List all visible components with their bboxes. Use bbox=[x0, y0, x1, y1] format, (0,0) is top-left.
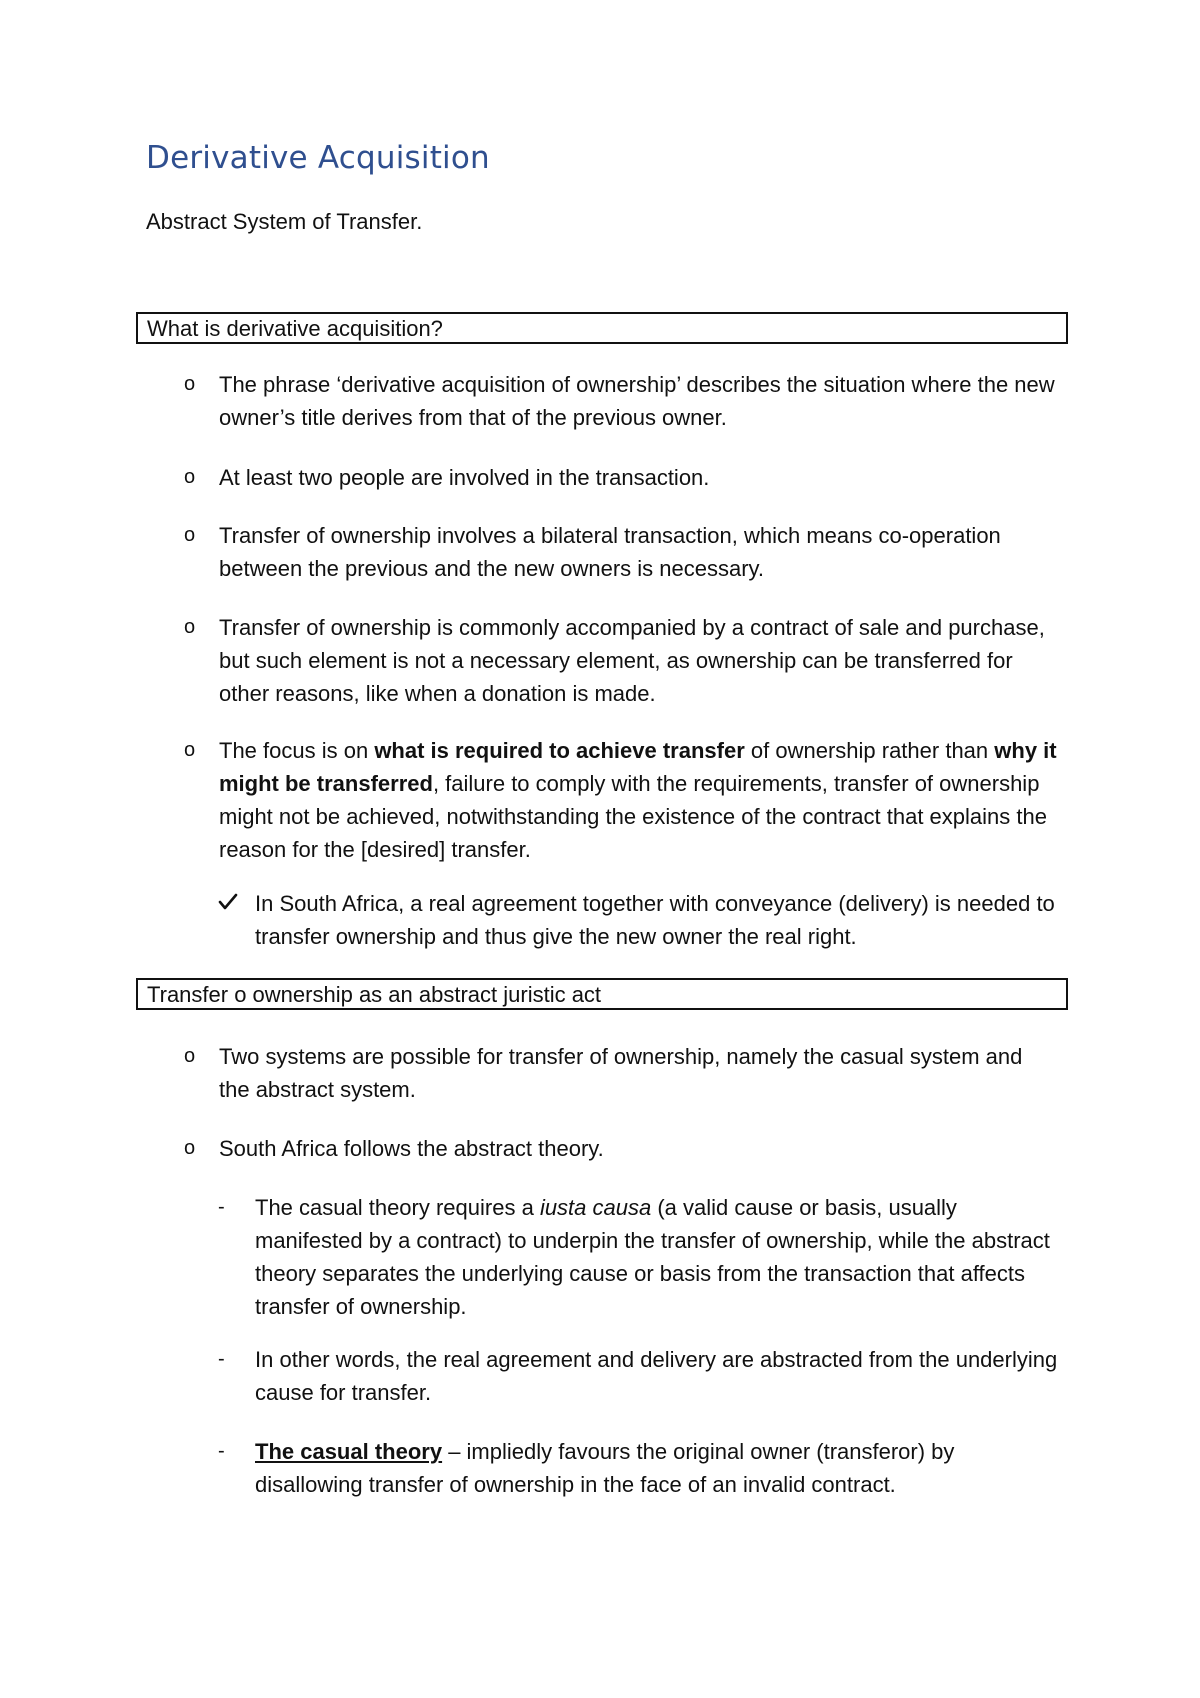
list-item-text: The phrase ‘derivative acquisition of ownership’ describes the situation where the new owner’s title derives from that of the previous owner. bbox=[219, 372, 1055, 430]
text-run: of ownership rather than bbox=[744, 738, 995, 763]
page-subtitle: Abstract System of Transfer. bbox=[146, 209, 423, 234]
list-item-text bbox=[255, 1435, 1061, 1501]
page-title: Derivative Acquisition bbox=[146, 140, 490, 176]
italic-phrase: iusta causa bbox=[539, 1195, 652, 1220]
bullet-marker: o bbox=[184, 616, 196, 638]
bullet-marker: o bbox=[184, 1137, 196, 1159]
text-run: The focus is on bbox=[219, 738, 375, 763]
list-item bbox=[0, 1132, 1200, 1165]
bold-phrase-why: why it might be transferred bbox=[219, 738, 1057, 796]
list-item bbox=[0, 611, 1200, 710]
text-run: – impliedly favours the original owner (transferor) by disallowing transfer of ownership in the face of an invalid contract. bbox=[255, 1439, 955, 1497]
list-item bbox=[0, 1191, 1200, 1323]
section-heading-abstract-juristic-act: Transfer o ownership as an abstract juristic act bbox=[136, 978, 1068, 1010]
list-item bbox=[0, 734, 1200, 866]
bullet-marker: o bbox=[184, 1045, 196, 1067]
section-heading-derivative-acquisition: What is derivative acquisition? bbox=[136, 312, 1068, 344]
text-run: The casual theory requires a bbox=[255, 1195, 540, 1220]
bullet-marker: o bbox=[184, 373, 196, 395]
list-item bbox=[0, 368, 1200, 434]
list-item bbox=[0, 519, 1200, 585]
list-item-text bbox=[255, 1191, 1061, 1323]
bullet-marker: o bbox=[184, 739, 196, 761]
list-item-text: Two systems are possible for transfer of ownership, namely the casual system and the abstract system. bbox=[219, 1044, 1023, 1102]
underlined-bold-phrase: The casual theory bbox=[255, 1439, 443, 1464]
dash-marker: - bbox=[218, 1440, 225, 1462]
bold-phrase-required: what is required to achieve transfer bbox=[374, 738, 745, 763]
list-item-text: South Africa follows the abstract theory. bbox=[219, 1136, 604, 1161]
checkmark-icon bbox=[218, 889, 238, 922]
list-item bbox=[0, 1343, 1200, 1409]
list-item bbox=[0, 461, 1200, 494]
list-item bbox=[0, 1435, 1200, 1501]
list-item bbox=[0, 887, 1200, 953]
list-item-text: Transfer of ownership is commonly accompanied by a contract of sale and purchase, but such element is not a necessary element, as ownership can be transferred for other reasons, like when a donation is made. bbox=[219, 615, 1045, 706]
dash-marker: - bbox=[218, 1348, 225, 1370]
dash-marker: - bbox=[218, 1196, 225, 1218]
list-item-text: In South Africa, a real agreement together with conveyance (delivery) is needed to transfer ownership and thus give the new owner the real right. bbox=[255, 891, 1055, 949]
list-item-text bbox=[219, 734, 1059, 866]
list-item-text: In other words, the real agreement and delivery are abstracted from the underlying cause for transfer. bbox=[255, 1347, 1058, 1405]
list-item bbox=[0, 1040, 1200, 1106]
list-item-text: Transfer of ownership involves a bilateral transaction, which means co-operation between the previous and the new owners is necessary. bbox=[219, 523, 1001, 581]
list-item-text: At least two people are involved in the transaction. bbox=[219, 465, 710, 490]
bullet-marker: o bbox=[184, 524, 196, 546]
text-run: (a valid cause or basis, usually manifested by a contract) to underpin the transfer of ownership, while the abstract theory separates the underlying cause or basis from the transaction that affects transfer of ownership. bbox=[255, 1195, 1050, 1319]
text-run: , failure to comply with the requirements, transfer of ownership might not be achieved, notwithstanding the existence of the contract that explains the reason for the [desired] transfer. bbox=[219, 771, 1047, 862]
bullet-marker: o bbox=[184, 466, 196, 488]
